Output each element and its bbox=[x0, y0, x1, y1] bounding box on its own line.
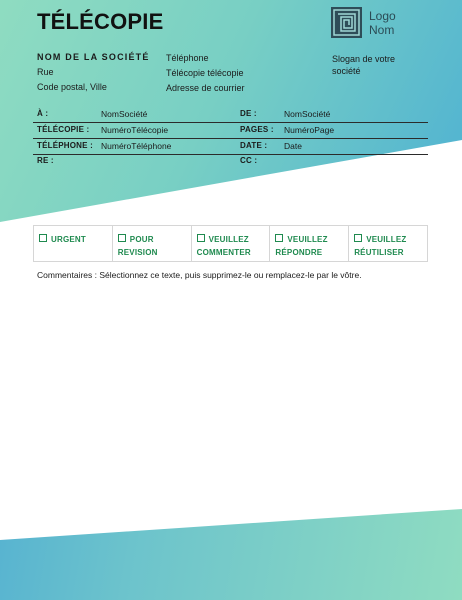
company-street: Rue bbox=[37, 67, 54, 77]
checkbox-urgent[interactable]: URGENT bbox=[34, 226, 113, 261]
pages-value[interactable]: NuméroPage bbox=[284, 125, 335, 135]
page-title: TÉLÉCOPIE bbox=[37, 9, 164, 34]
field-divider bbox=[33, 122, 428, 123]
company-phone: Téléphone bbox=[166, 53, 209, 63]
company-slogan: Slogan de votre société bbox=[332, 54, 396, 76]
company-city: Code postal, Ville bbox=[37, 82, 107, 92]
fax-label: TÉLÉCOPIE : bbox=[37, 125, 90, 134]
date-value[interactable]: Date bbox=[284, 141, 302, 151]
logo-name: Logo Nom bbox=[369, 9, 396, 37]
checkbox-reuse[interactable]: VEUILLEZ RÉUTILISER bbox=[354, 235, 407, 257]
field-divider bbox=[33, 138, 428, 139]
from-value[interactable]: NomSociété bbox=[284, 109, 331, 119]
company-name: NOM DE LA SOCIÉTÉ bbox=[37, 52, 150, 62]
phone-value[interactable]: NuméroTéléphone bbox=[101, 141, 172, 151]
checkbox-square-icon[interactable] bbox=[118, 234, 126, 242]
checkbox-square-icon[interactable] bbox=[275, 234, 283, 242]
field-divider bbox=[33, 154, 428, 155]
checkbox-review[interactable]: POUR REVISION bbox=[113, 226, 192, 261]
company-fax: Télécopie télécopie bbox=[166, 68, 244, 78]
checkbox-square-icon[interactable] bbox=[354, 234, 362, 242]
re-label: RE : bbox=[37, 156, 54, 165]
pages-label: PAGES : bbox=[240, 125, 274, 134]
from-label: DE : bbox=[240, 109, 257, 118]
to-label: À : bbox=[37, 109, 49, 118]
comments-text[interactable]: Commentaires : Sélectionnez ce texte, puis supprimez-le ou remplacez-le par le vôtre. bbox=[37, 270, 362, 280]
date-label: DATE : bbox=[240, 141, 268, 150]
cc-label: CC : bbox=[240, 156, 258, 165]
checkbox-comment[interactable]: VEUILLEZ COMMENTER bbox=[192, 226, 271, 261]
status-checkbox-row bbox=[33, 225, 428, 262]
fax-value[interactable]: NuméroTélécopie bbox=[101, 125, 169, 135]
to-value[interactable]: NomSociété bbox=[101, 109, 148, 119]
phone-label: TÉLÉPHONE : bbox=[37, 141, 93, 150]
checkbox-reply[interactable]: VEUILLEZ RÉPONDRE bbox=[270, 226, 349, 261]
company-mail: Adresse de courrier bbox=[166, 83, 245, 93]
checkbox-square-icon[interactable] bbox=[197, 234, 205, 242]
logo-maze-icon[interactable] bbox=[331, 7, 362, 38]
checkbox-square-icon[interactable] bbox=[39, 234, 47, 242]
